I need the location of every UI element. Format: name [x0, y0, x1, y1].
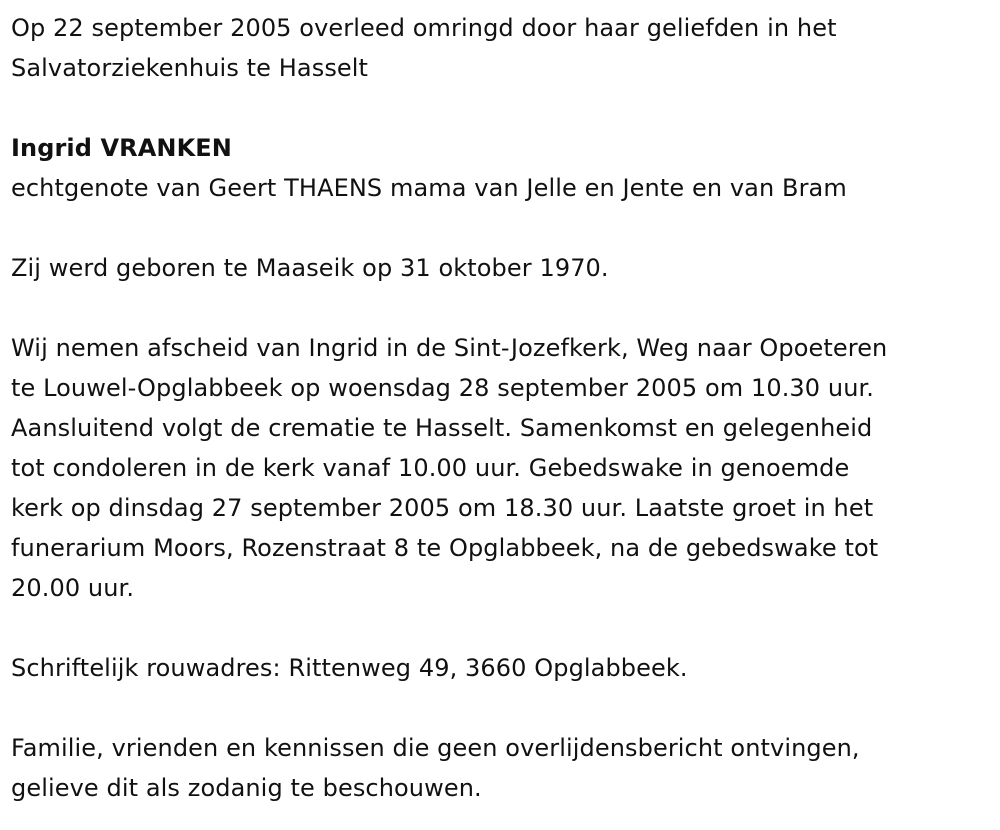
farewell-line: tot condoleren in de kerk vanaf 10.00 uur. Gebedswake in genoemde	[11, 454, 850, 482]
spacer	[11, 288, 989, 328]
intro-line: Salvatorziekenhuis te Hasselt	[11, 54, 369, 82]
relations-line: echtgenote van Geert THAENS mama van Jelle en Jente en van Bram	[11, 174, 847, 202]
spacer	[11, 608, 989, 648]
spacer	[11, 88, 989, 128]
farewell-line: Aansluitend volgt de crematie te Hasselt. Samenkomst en gelegenheid	[11, 414, 873, 442]
farewell-paragraph	[11, 328, 989, 608]
deceased-name: Ingrid VRANKEN	[11, 134, 232, 162]
mourning-address: Schriftelijk rouwadres: Rittenweg 49, 3660 Opglabbeek.	[11, 654, 688, 682]
farewell-line: 20.00 uur.	[11, 574, 135, 602]
farewell-line: funerarium Moors, Rozenstraat 8 te Opglabbeek, na de gebedswake tot	[11, 534, 879, 562]
intro-paragraph	[11, 8, 989, 88]
spacer	[11, 208, 989, 248]
intro-line: Op 22 september 2005 overleed omringd door haar geliefden in het	[11, 14, 837, 42]
closing-paragraph	[11, 728, 989, 808]
closing-line: gelieve dit als zodanig te beschouwen.	[11, 774, 482, 802]
farewell-line: kerk op dinsdag 27 september 2005 om 18.30 uur. Laatste groet in het	[11, 494, 874, 522]
farewell-line: Wij nemen afscheid van Ingrid in de Sint-Jozefkerk, Weg naar Opoeteren	[11, 334, 888, 362]
spacer	[11, 688, 989, 728]
farewell-line: te Louwel-Opglabbeek op woensdag 28 september 2005 om 10.30 uur.	[11, 374, 875, 402]
closing-line: Familie, vrienden en kennissen die geen overlijdensbericht ontvingen,	[11, 734, 860, 762]
birth-line: Zij werd geboren te Maaseik op 31 oktober 1970.	[11, 254, 609, 282]
